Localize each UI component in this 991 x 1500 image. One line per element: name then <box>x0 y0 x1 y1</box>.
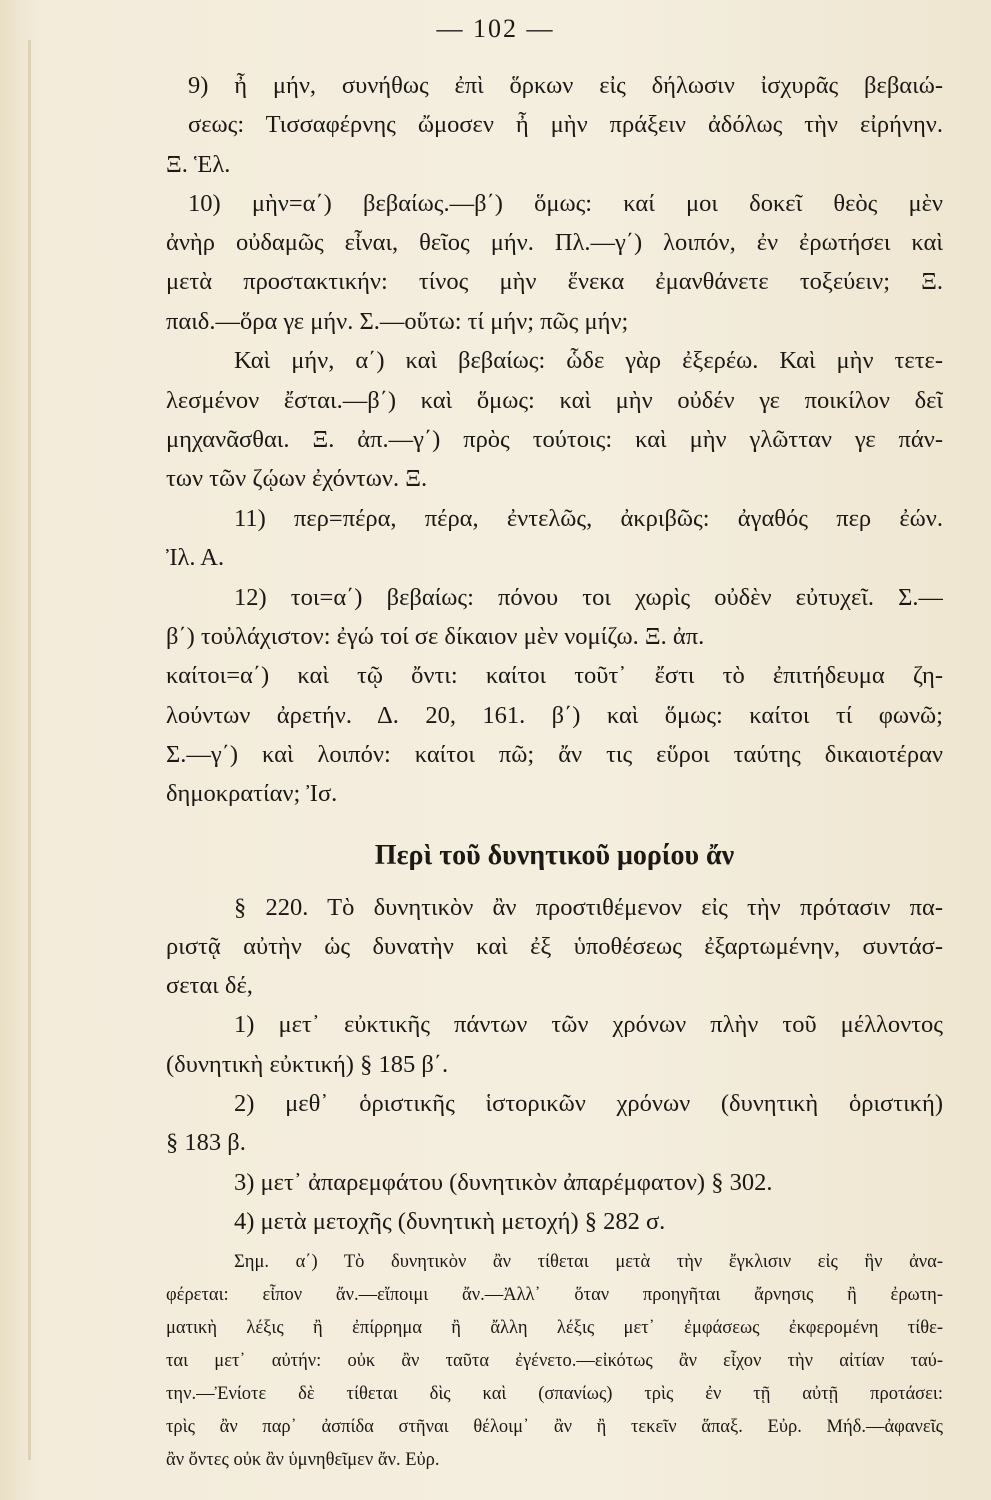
text-line: σεως: Τισσαφέρνης ὤμοσεν ἦ μὴν πράξειν ἀδόλως τὴν εἰρήνην. <box>188 111 943 138</box>
text-line: λεσμένον ἔσται.—β΄) καὶ ὅμως: καὶ μὴν οὐδέν γε ποικίλον δεῖ <box>166 387 943 414</box>
text-line: 4) μετὰ μετοχῆς (δυνητικὴ μετοχή) § 282 σ. <box>234 1208 666 1235</box>
page-binding-edge <box>28 40 31 1460</box>
note-line: την.—Ἐνίοτε δὲ τίθεται δὶς καὶ (σπανίως) τρὶς ἐν τῇ αὐτῇ προτάσει: <box>166 1384 943 1404</box>
text-line: 9) ἦ μήν, συνήθως ἐπὶ ὅρκων εἰς δήλωσιν ἰσχυρᾶς βεβαιώ- <box>188 72 943 99</box>
note-line: φέρεται: εἶπον ἄν.—εἴποιμι ἄν.—Ἀλλ᾽ ὅταν προηγῆται ἄρνησις ἢ ἐρωτη- <box>166 1285 943 1305</box>
page-number: — 102 — <box>436 14 555 43</box>
text-line: § 183 β. <box>166 1129 246 1156</box>
text-line: Καὶ μήν, α΄) καὶ βεβαίως: ὧδε γὰρ ἐξερέω. Καὶ μὴν τετε- <box>234 347 943 374</box>
text-line: καίτοι=α΄) καὶ τῷ ὄντι: καίτοι τοῦτ᾽ ἔστι τὸ ἐπιτήδευμα ζη- <box>166 662 943 689</box>
text-line: ριστᾷ αὐτὴν ὡς δυνατὴν καὶ ἐξ ὑποθέσεως ἐξαρτωμένην, συντάσ- <box>166 933 943 960</box>
note-line: Σημ. α΄) Τὸ δυνητικὸν ἂν τίθεται μετὰ τὴν ἔγκλισιν εἰς ἣν ἀνα- <box>234 1252 943 1272</box>
text-line: των τῶν ζῴων ἐχόντων. Ξ. <box>166 465 428 492</box>
text-line: δημοκρατίαν; Ἰσ. <box>166 780 338 807</box>
section-heading: Περὶ τοῦ δυνητικοῦ μορίου ἄν <box>374 840 735 871</box>
text-line: 3) μετ᾽ ἀπαρεμφάτου (δυνητικὸν ἀπαρέμφατον) § 302. <box>234 1169 773 1196</box>
text-line: μετὰ προστακτικήν: τίνος μὴν ἕνεκα ἐμανθάνετε τοξεύειν; Ξ. <box>166 268 943 295</box>
text-line: σεται δέ, <box>166 972 253 999</box>
note-line: ματικὴ λέξις ἢ ἐπίρρημα ἢ ἄλλη λέξις μετ᾽ ἐμφάσεως ἐκφερομένη τίθε- <box>166 1318 943 1338</box>
text-line: (δυνητικὴ εὐκτική) § 185 β΄. <box>166 1051 449 1078</box>
text-line: 1) μετ᾽ εὐκτικῆς πάντων τῶν χρόνων πλὴν τοῦ μέλλοντος <box>234 1011 943 1038</box>
text-line: 10) μὴν=α΄) βεβαίως.—β΄) ὅμως: καί μοι δοκεῖ θεὸς μὲν <box>188 190 943 217</box>
text-line: 12) τοι=α΄) βεβαίως: πόνου τοι χωρὶς οὐδὲν εὐτυχεῖ. Σ.— <box>234 584 943 611</box>
text-line: § 220. Τὸ δυνητικὸν ἂν προστιθέμενον εἰς τὴν πρότασιν πα- <box>234 894 943 921</box>
text-line: 11) περ=πέρα, πέρα, ἐντελῶς, ἀκριβῶς: ἀγαθός περ ἐών. <box>234 505 943 532</box>
text-line: παιδ.—ὅρα γε μήν. Σ.—οὕτω: τί μήν; πῶς μήν; <box>166 308 629 335</box>
note-line: τρὶς ἂν παρ᾽ ἀσπίδα στῆναι θέλοιμ᾽ ἂν ἢ τεκεῖν ἅπαξ. Εὐρ. Μήδ.—ἀφανεῖς <box>166 1417 943 1437</box>
text-line: Σ.—γ΄) καὶ λοιπόν: καίτοι πῶ; ἄν τις εὕροι ταύτης δικαιοτέραν <box>166 741 943 768</box>
text-line: ἀνὴρ οὐδαμῶς εἶναι, θεῖος μήν. Πλ.—γ΄) λοιπόν, ἐν ἐρωτήσει καὶ <box>166 229 943 256</box>
note-line: ἂν ὄντες οὐκ ἂν ὑμνηθεῖμεν ἄν. Εὐρ. <box>166 1450 440 1470</box>
text-line: λούντων ἀρετήν. Δ. 20, 161. β΄) καὶ ὅμως: καίτοι τί φωνῶ; <box>166 702 943 729</box>
note-line: ται μετ᾽ αὐτήν: οὐκ ἂν ταῦτα ἐγένετο.—εἰκότως ἂν εἶχον τὴν αἰτίαν ταύ- <box>166 1351 943 1371</box>
text-line: β΄) τοὐλάχιστον: ἐγώ τοί σε δίκαιον μὲν νομίζω. Ξ. ἀπ. <box>166 623 705 650</box>
text-line: Ἰλ. Α. <box>166 544 225 571</box>
text-line: 2) μεθ᾽ ὁριστικῆς ἱστορικῶν χρόνων (δυνητικὴ ὁριστική) <box>234 1090 943 1117</box>
text-line: Ξ. Ἑλ. <box>166 151 231 178</box>
text-line: μηχανᾶσθαι. Ξ. ἀπ.—γ΄) πρὸς τούτοις: καὶ μὴν γλῶτταν γε πάν- <box>166 426 943 453</box>
